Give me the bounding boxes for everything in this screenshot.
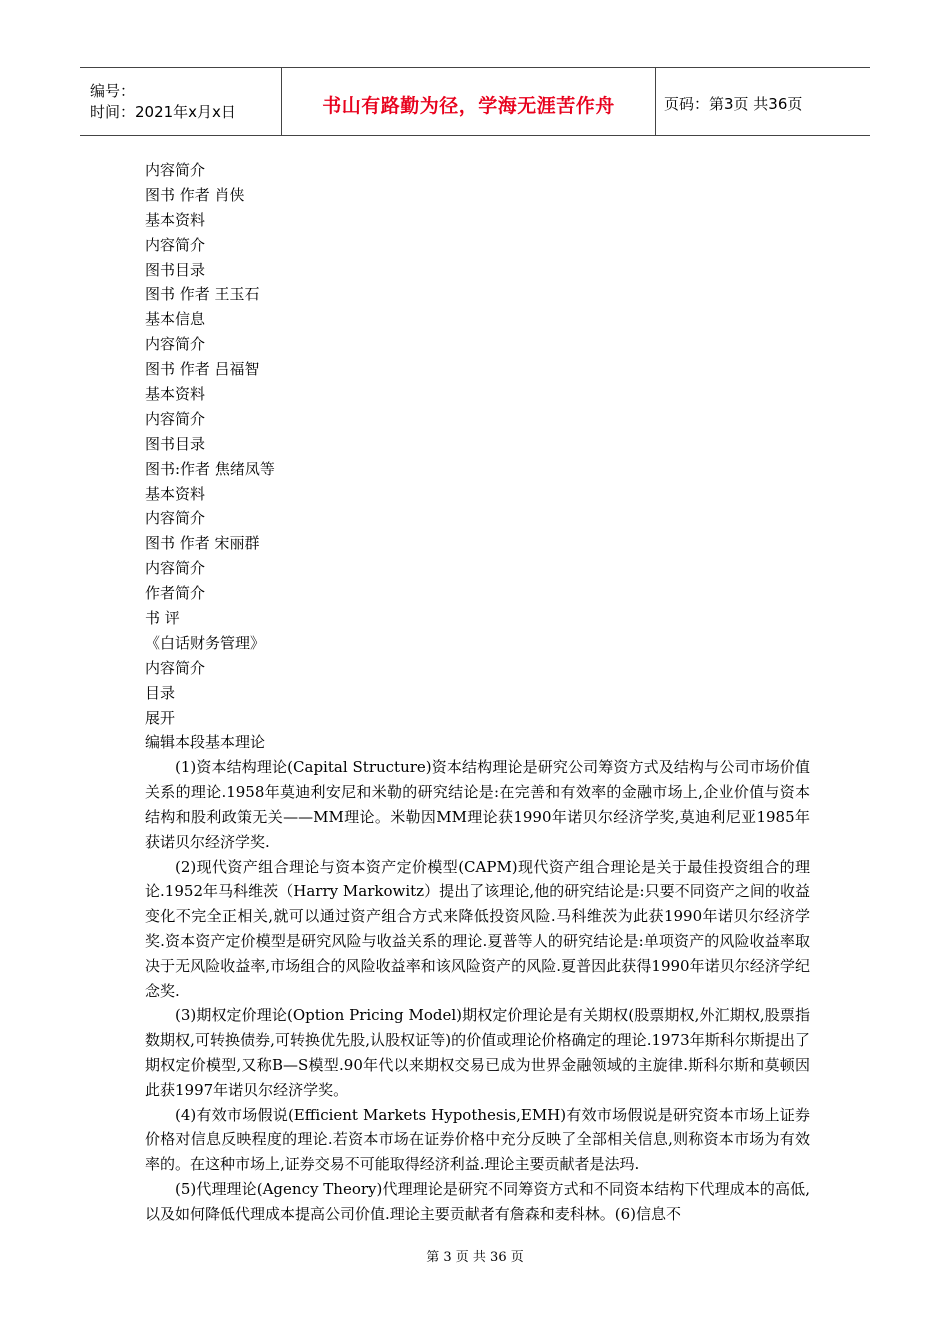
list-item: 内容简介: [145, 409, 206, 428]
list-item: 展开: [145, 708, 176, 727]
header-page-label: 页码：第3页 共36页: [664, 95, 803, 113]
list-item: 内容简介: [145, 335, 206, 354]
page-footer: 第 3 页 共 36 页: [426, 1250, 524, 1265]
list-item: 内容简介: [145, 509, 206, 528]
list-item: 作者简介: [145, 584, 206, 603]
list-item: 书 评: [145, 609, 180, 628]
doc-date-label: 时间：2021年x月x日: [90, 102, 236, 121]
list-item: 《白话财务管理》: [145, 633, 266, 652]
list-item: 基本资料: [145, 210, 206, 229]
list-item: 内容简介: [145, 235, 206, 254]
list-item: 图书 作者 吕福智: [145, 360, 260, 379]
list-item: 图书 作者 宋丽群: [145, 534, 260, 553]
list-item: 基本资料: [145, 484, 206, 503]
list-item: 目录: [145, 683, 176, 702]
list-item: 编辑本段基本理论: [145, 733, 266, 752]
body-paragraph: (4)有效市场假说(Efficient Markets Hypothesis,EMH)有效市场假说是研究资本市场上证券价格对信息反映程度的理论.若资本市场在证券价格中充分反映了全部相关信息,则称资本市场为有效率的。在这种市场上,证券交易不可能取得经济利益.理论主要贡献者是法玛.: [145, 1105, 810, 1174]
list-item: 图书目录: [145, 260, 206, 279]
header-motto-cell: [282, 68, 656, 135]
body-paragraph: (3)期权定价理论(Option Pricing Model)期权定价理论是有关期权(股票期权,外汇期权,股票指数期权,可转换债券,可转换优先股,认股权证等)的价值或理论价格确定的理论.1973年斯科尔斯提出了期权定价模型,又称B—S模型.90年代以来期权交易已成为世界金融领域的主旋律.斯科尔斯和莫顿因此获1997年诺贝尔经济学奖。: [145, 1006, 810, 1099]
list-item: 基本信息: [145, 310, 206, 329]
header-motto: 书山有路勤为径，学海无涯苦作舟: [322, 95, 615, 117]
heading-list: [145, 158, 810, 755]
paragraph-list: [145, 755, 810, 1226]
list-item: 图书:作者 焦绪凤等: [145, 459, 275, 478]
list-item: 图书 作者 王玉石: [145, 285, 260, 304]
page-header: [80, 67, 870, 136]
list-item: 内容简介: [145, 658, 206, 677]
list-item: 内容简介: [145, 559, 206, 578]
list-item: 图书 作者 肖侠: [145, 185, 245, 204]
body-paragraph: (1)资本结构理论(Capital Structure)资本结构理论是研究公司筹资方式及结构与公司市场价值关系的理论.1958年莫迪利安尼和米勒的研究结论是:在完善和有效率的金融市场上,企业价值与资本结构和股利政策无关——MM理论。米勒因MM理论获1990年诺贝尔经济学奖,莫迪利尼亚1985年获诺贝尔经济学奖.: [145, 758, 810, 851]
document-body: [145, 158, 810, 1227]
list-item: 基本资料: [145, 385, 206, 404]
list-item: 内容简介: [145, 161, 206, 179]
doc-number-label: 编号：: [90, 81, 136, 100]
header-info: [80, 68, 282, 135]
header-page-cell: [656, 68, 870, 135]
body-paragraph: (5)代理理论(Agency Theory)代理理论是研究不同筹资方式和不同资本结构下代理成本的高低,以及如何降低代理成本提高公司价值.理论主要贡献者有詹森和麦科林。(6)信息不: [145, 1179, 810, 1223]
list-item: 图书目录: [145, 434, 206, 453]
body-paragraph: (2)现代资产组合理论与资本资产定价模型(CAPM)现代资产组合理论是关于最佳投资组合的理论.1952年马科维茨（Harry Markowitz）提出了该理论,他的研究结论是:只要不同资产之间的收益变化不完全正相关,就可以通过资产组合方式来降低投资风险.马科维茨为此获1990年诺贝尔经济学奖.资本资产定价模型是研究风险与收益关系的理论.夏普等人的研究结论是:单项资产的风险收益率取决于无风险收益率,市场组合的风险收益率和该风险资产的风险.夏普因此获得1990年诺贝尔经济学纪念奖.: [145, 857, 810, 1000]
